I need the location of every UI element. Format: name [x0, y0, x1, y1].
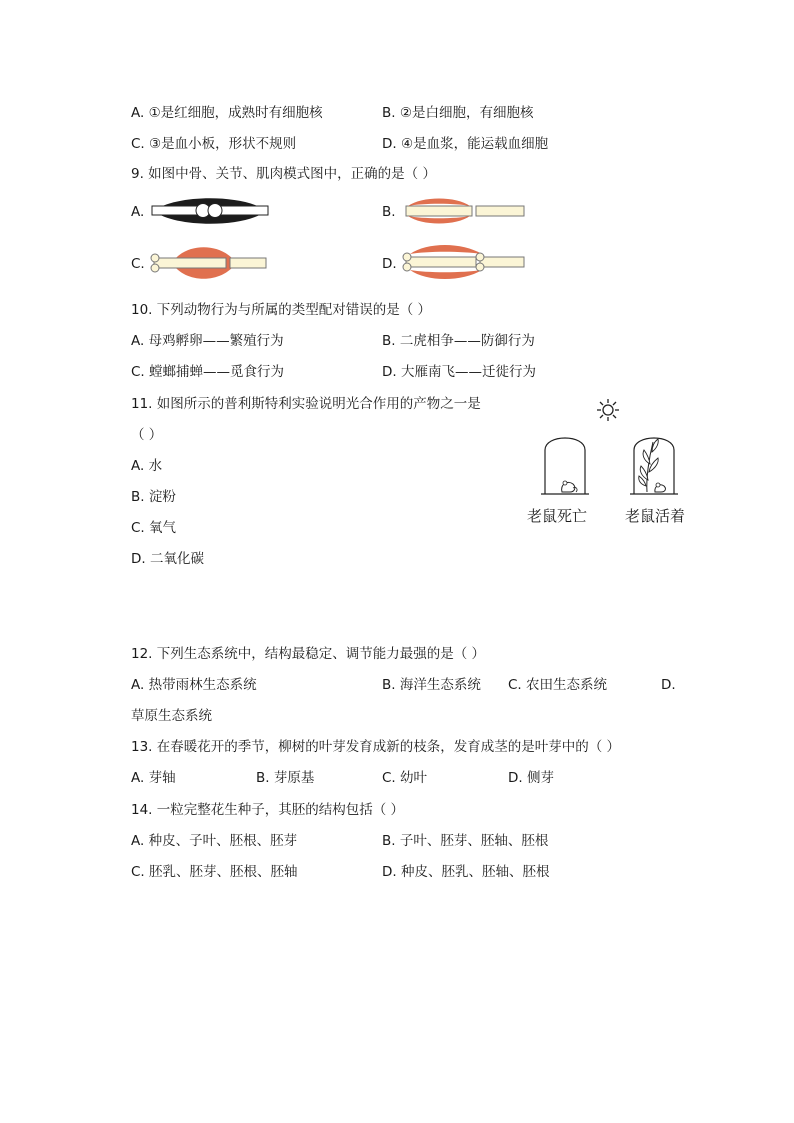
bell-jar-plant-mouse — [629, 428, 679, 498]
caption-mouse-alive: 老鼠活着 — [625, 507, 686, 525]
caption-mouse-dead: 老鼠死亡 — [527, 507, 588, 525]
q11-option-d: D. 二氧化碳 — [131, 551, 204, 567]
q11-stem: 11. 如图所示的普利斯特利实验说明光合作用的产物之一是 — [131, 396, 481, 412]
q11-option-a: A. 水 — [131, 458, 163, 474]
q11-option-b: B. 淀粉 — [131, 489, 176, 505]
q9-option-a-label: A. — [131, 204, 145, 220]
q8-option-a: A. ①是红细胞，成熟时有细胞核 — [131, 105, 323, 121]
q14-option-d: D. 种皮、胚乳、胚轴、胚根 — [382, 864, 550, 880]
q9-figure-c — [150, 240, 268, 286]
q9-figure-b — [402, 196, 526, 226]
q10-option-a: A. 母鸡孵卵——繁殖行为 — [131, 333, 284, 349]
q14-option-b: B. 子叶、胚芽、胚轴、胚根 — [382, 833, 549, 849]
q13-option-b: B. 芽原基 — [256, 770, 315, 786]
q12-option-d-label: D. — [661, 677, 676, 693]
q8-option-c: C. ③是血小板，形状不规则 — [131, 136, 297, 152]
q13-option-a: A. 芽轴 — [131, 770, 176, 786]
q8-option-d: D. ④是血浆，能运载血细胞 — [382, 136, 549, 152]
q12-stem: 12. 下列生态系统中，结构最稳定、调节能力最强的是（ ） — [131, 646, 486, 662]
q9-option-b-label: B. — [382, 204, 396, 220]
q14-stem: 14. 一粒完整花生种子，其胚的结构包括（ ） — [131, 802, 405, 818]
q10-option-c: C. 螳螂捕蝉——觅食行为 — [131, 364, 285, 380]
q14-option-a: A. 种皮、子叶、胚根、胚芽 — [131, 833, 298, 849]
q12-option-b: B. 海洋生态系统 — [382, 677, 481, 693]
bell-jar-dead-mouse — [540, 428, 590, 498]
q9-option-d-label: D. — [382, 256, 397, 272]
q9-figure-d — [402, 242, 526, 282]
q12-option-d-text: 草原生态系统 — [131, 708, 212, 724]
q12-option-a: A. 热带雨林生态系统 — [131, 677, 257, 693]
q9-figure-a — [150, 192, 270, 230]
q14-option-c: C. 胚乳、胚芽、胚根、胚轴 — [131, 864, 298, 880]
q9-stem: 9. 如图中骨、关节、肌肉模式图中，正确的是（ ） — [131, 166, 436, 182]
q11-answer-paren: （ ） — [131, 427, 163, 443]
sun-icon — [596, 398, 620, 422]
q9-option-c-label: C. — [131, 256, 145, 272]
q8-option-b: B. ②是白细胞，有细胞核 — [382, 105, 534, 121]
q12-option-c: C. 农田生态系统 — [508, 677, 608, 693]
q13-stem: 13. 在春暖花开的季节，柳树的叶芽发育成新的枝条，发育成茎的是叶芽中的（ ） — [131, 739, 621, 755]
q10-option-b: B. 二虎相争——防御行为 — [382, 333, 535, 349]
q11-option-c: C. 氧气 — [131, 520, 177, 536]
q13-option-c: C. 幼叶 — [382, 770, 428, 786]
q10-stem: 10. 下列动物行为与所属的类型配对错误的是（ ） — [131, 302, 432, 318]
q13-option-d: D. 侧芽 — [508, 770, 554, 786]
q10-option-d: D. 大雁南飞——迁徙行为 — [382, 364, 536, 380]
